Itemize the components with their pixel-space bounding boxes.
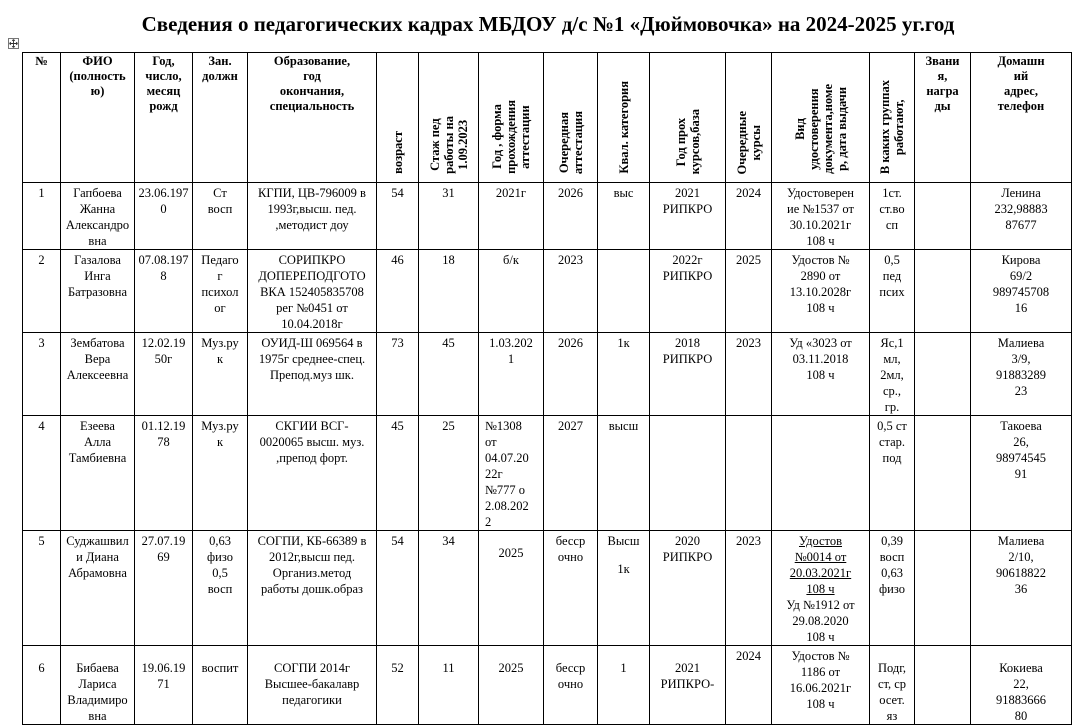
cell-experience: 11 (419, 646, 479, 725)
table-row (23, 646, 1072, 725)
cell-groups: 0,5 ст стар. под (870, 416, 915, 531)
table-row (23, 250, 1072, 333)
cell-courses (650, 416, 726, 531)
cell-experience: 18 (419, 250, 479, 333)
cell-certificate: Удостов № 2890 от 13.10.2028г 108 ч (772, 250, 870, 333)
cell-courses: 2018 РИПКРО (650, 333, 726, 416)
cell-courses: 2020 РИПКРО (650, 531, 726, 646)
cell-certificate: Удостоверен ие №1537 от 30.10.2021г 108 ч (772, 183, 870, 250)
cell-next-attest: 2026 (544, 183, 598, 250)
cell-next-courses: 2025 (726, 250, 772, 333)
cell-address: Кирова 69/2 989745708 16 (971, 250, 1072, 333)
cell-groups: Яс,1 мл, 2мл, ср., гр. (870, 333, 915, 416)
cell-attest-form: №1308 от 04.07.20 22г №777 о 2.08.202 2 (479, 416, 544, 531)
cell-age: 73 (377, 333, 419, 416)
cell-position: Муз.ру к (193, 333, 248, 416)
cell-attest-form: б/к (479, 250, 544, 333)
cell-birth: 27.07.19 69 (135, 531, 193, 646)
cell-experience: 31 (419, 183, 479, 250)
cell-num: 1 (23, 183, 61, 250)
cell-num: 3 (23, 333, 61, 416)
cell-education: ОУИД-Ш 069564 в 1975г среднее-спец. Препод.муз шк. (248, 333, 377, 416)
cell-fio: Суджашвил и Диана Абрамовна (61, 531, 135, 646)
cell-groups: 0,39 восп 0,63 физо (870, 531, 915, 646)
cell-category: выс (598, 183, 650, 250)
header-courses: Год прох курсов,база (650, 53, 726, 183)
cell-num: 5 (23, 531, 61, 646)
document-title: Сведения о педагогических кадрах МБДОУ д/с №1 «Дюймовочка» на 2024-2025 уг.год (141, 12, 955, 36)
cell-experience: 45 (419, 333, 479, 416)
header-attest-form: Год , форма прохождения аттестации (479, 53, 544, 183)
cell-next-courses: 2024 (726, 646, 772, 725)
cell-certificate (772, 416, 870, 531)
cell-category (598, 250, 650, 333)
cell-category: 1 (598, 646, 650, 725)
header-address: Домашн ий адрес, телефон (971, 53, 1072, 183)
cell-next-attest: 2027 (544, 416, 598, 531)
cell-awards (915, 333, 971, 416)
staff-table (22, 52, 1072, 725)
table-row (23, 416, 1072, 531)
cell-awards (915, 646, 971, 725)
cell-age: 52 (377, 646, 419, 725)
cell-fio: Бибаева Лариса Владимиро вна (61, 646, 135, 725)
cell-position: Ст восп (193, 183, 248, 250)
header-category: Квал. категория (598, 53, 650, 183)
header-awards: Звани я, награ ды (915, 53, 971, 183)
cell-fio: Гапбоева Жанна Александро вна (61, 183, 135, 250)
cell-awards (915, 416, 971, 531)
table-row (23, 333, 1072, 416)
cell-groups: 0,5 пед псих (870, 250, 915, 333)
move-arrows-icon (9, 39, 18, 48)
cell-age: 54 (377, 183, 419, 250)
cell-attest-form: 1.03.202 1 (479, 333, 544, 416)
header-num: № (23, 53, 61, 183)
cell-fio: Езеева Алла Тамбиевна (61, 416, 135, 531)
cell-next-attest: бесср очно (544, 531, 598, 646)
cell-courses: 2021 РИПКРО- (650, 646, 726, 725)
header-certificate: Вид удостоверения документа,номе р, дата выдачи (772, 53, 870, 183)
cell-attest-form: 2025 (479, 646, 544, 725)
header-fio: ФИО (полность ю) (61, 53, 135, 183)
header-birth: Год, число, месяц рожд (135, 53, 193, 183)
cell-certificate: Уд «3023 от 03.11.2018 108 ч (772, 333, 870, 416)
header-row (23, 53, 1072, 183)
cell-position: воспит (193, 646, 248, 725)
cell-next-courses (726, 416, 772, 531)
cell-position: 0,63 физо 0,5 восп (193, 531, 248, 646)
table-row (23, 531, 1072, 646)
cell-education: СОГПИ 2014г Высшее-бакалавр педагогики (248, 646, 377, 725)
cell-next-courses: 2024 (726, 183, 772, 250)
header-next-courses: Очередные курсы (726, 53, 772, 183)
cell-birth: 01.12.19 78 (135, 416, 193, 531)
cell-next-attest: бесср очно (544, 646, 598, 725)
cell-position: Муз.ру к (193, 416, 248, 531)
header-groups: В каких группах работают, (870, 53, 915, 183)
table-move-handle-icon[interactable] (8, 38, 19, 49)
cell-attest-form: 2025 (479, 531, 544, 646)
cell-next-attest: 2023 (544, 250, 598, 333)
cell-birth: 23.06.197 0 (135, 183, 193, 250)
cell-age: 46 (377, 250, 419, 333)
cell-courses: 2022г РИПКРО (650, 250, 726, 333)
cell-category: Высш 1к (598, 531, 650, 646)
cell-address: Малиева 2/10, 90618822 36 (971, 531, 1072, 646)
cell-groups: 1ст. ст.во сп (870, 183, 915, 250)
cell-num: 6 (23, 646, 61, 725)
cell-certificate: Удостов №0014 от 20.03.2021г 108 ч Уд №1912 от 29.08.2020 108 ч (772, 531, 870, 646)
cell-education: СОРИПКРО ДОПЕРЕПОДГОТО ВКА 152405835708 рег №0451 от 10.04.2018г (248, 250, 377, 333)
cell-category: 1к (598, 333, 650, 416)
cell-fio: Зембатова Вера Алексеевна (61, 333, 135, 416)
cell-birth: 07.08.197 8 (135, 250, 193, 333)
cell-address: Такоева 26, 98974545 91 (971, 416, 1072, 531)
table-row (23, 183, 1072, 250)
cell-experience: 25 (419, 416, 479, 531)
header-age: возраст (377, 53, 419, 183)
cell-attest-form: 2021г (479, 183, 544, 250)
cell-address: Ленина 232,98883 87677 (971, 183, 1072, 250)
cell-age: 45 (377, 416, 419, 531)
cell-address: Малиева 3/9, 91883289 23 (971, 333, 1072, 416)
cell-education: СКГИИ ВСГ- 0020065 высш. муз. ,препод форт. (248, 416, 377, 531)
cell-education: КГПИ, ЦВ-796009 в 1993г,высш. пед. ,методист доу (248, 183, 377, 250)
cell-birth: 19.06.19 71 (135, 646, 193, 725)
cell-next-courses: 2023 (726, 531, 772, 646)
header-experience: Стаж пед работы на 1.09.2023 (419, 53, 479, 183)
cell-next-attest: 2026 (544, 333, 598, 416)
cell-category: высш (598, 416, 650, 531)
cell-num: 4 (23, 416, 61, 531)
cell-awards (915, 183, 971, 250)
cell-certificate: Удостов № 1186 от 16.06.2021г 108 ч (772, 646, 870, 725)
cell-next-courses: 2023 (726, 333, 772, 416)
cell-birth: 12.02.19 50г (135, 333, 193, 416)
cell-age: 54 (377, 531, 419, 646)
cell-address: Кокиева 22, 91883666 80 (971, 646, 1072, 725)
cell-education: СОГПИ, КБ-66389 в 2012г,высш пед. Организ.метод работы дошк.образ (248, 531, 377, 646)
cell-groups: Подг, ст, ср осет. яз (870, 646, 915, 725)
cell-awards (915, 531, 971, 646)
cell-courses: 2021 РИПКРО (650, 183, 726, 250)
cell-position: Педаго г психол ог (193, 250, 248, 333)
header-next-attest: Очередная аттестация (544, 53, 598, 183)
header-education: Образование, год окончания, специальность (248, 53, 377, 183)
cell-fio: Газалова Инга Батразовна (61, 250, 135, 333)
cell-num: 2 (23, 250, 61, 333)
cell-awards (915, 250, 971, 333)
cell-experience: 34 (419, 531, 479, 646)
header-position: Зан. должн (193, 53, 248, 183)
